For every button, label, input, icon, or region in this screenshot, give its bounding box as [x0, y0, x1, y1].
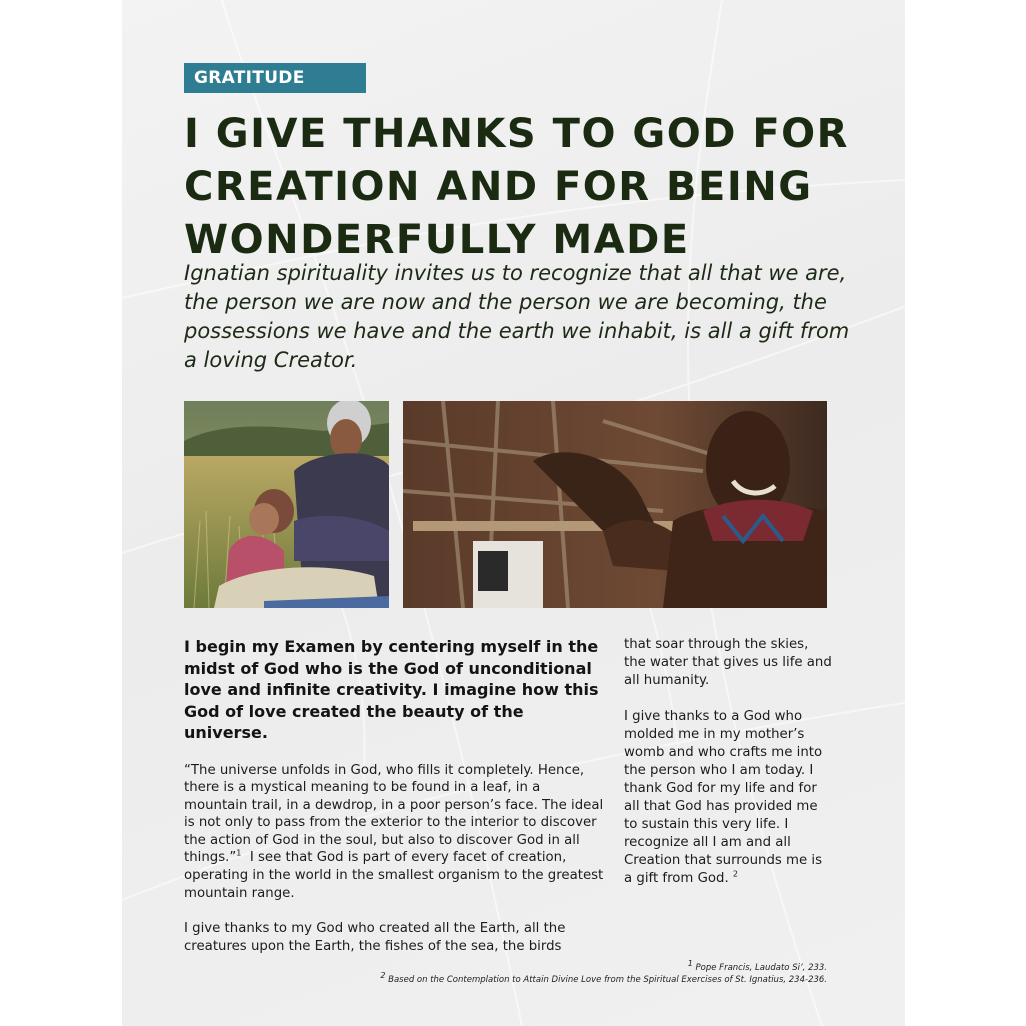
- footnote-ref-1: 1: [236, 849, 242, 859]
- page-title: I GIVE THANKS TO GOD FOR CREATION AND FOR BEING WONDERFULLY MADE: [184, 111, 849, 263]
- thanks-self-text: I give thanks to a God who molded me in my mother’s womb and who crafts me into the person who I am today. I thank God for my life and for all that God has provided me to sustain this very life. I recognize all I am and all Creation that surrounds me is a gift from God.: [624, 709, 823, 886]
- photo-elders-in-field: [184, 401, 389, 608]
- quote-continuation: I see that God is part of every facet of creation, operating in the world in the smallest organism to the greatest mountain range.: [184, 850, 604, 901]
- footnote-1-mark: 1: [687, 959, 693, 969]
- thanks-earth-continuation: that soar through the skies, the water that gives us life and all humanity.: [624, 637, 832, 688]
- right-text-column: [624, 636, 834, 906]
- quote-paragraph: [184, 762, 604, 903]
- thanks-earth-paragraph: I give thanks to my God who created all the Earth, all the creatures upon the Earth, the fishes of the sea, the birds: [184, 921, 566, 954]
- brochure-page: [122, 0, 905, 1026]
- footnote-2: [380, 971, 827, 986]
- footnote-2-text: Based on the Contemplation to Attain Divine Love from the Spiritual Exercises of St. Ignatius, 234-236.: [388, 975, 827, 985]
- lead-paragraph: I begin my Examen by centering myself in the midst of God who is the God of unconditional love and infinite creativity. I imagine how this God of love created the beauty of the universe.: [184, 637, 599, 742]
- section-tag: GRATITUDE: [184, 63, 366, 93]
- left-text-column: [184, 636, 604, 973]
- footnote-ref-2: 2: [732, 869, 739, 879]
- thanks-self-paragraph: [624, 708, 834, 888]
- photo-man-with-goat: [403, 401, 827, 608]
- footnote-1-text: Pope Francis, Laudato Si’, 233.: [695, 963, 827, 973]
- footnote-1: [380, 959, 827, 974]
- intro-text: Ignatian spirituality invites us to recognize that all that we are, the person we are now and the person we are becoming, the possessions we have and the earth we inhabit, is all a gift from a loving Creator.: [184, 261, 850, 372]
- footnotes: [380, 959, 827, 986]
- quote-text: “The universe unfolds in God, who fills it completely. Hence, there is a mystical meaning to be found in a leaf, in a mountain trail, in a dewdrop, in a poor person’s face. The ideal is not only to pass from the exterior to the interior to discover the action of God in the soul, but also to discover God in all things.”: [184, 762, 604, 866]
- footnote-2-mark: 2: [380, 971, 386, 981]
